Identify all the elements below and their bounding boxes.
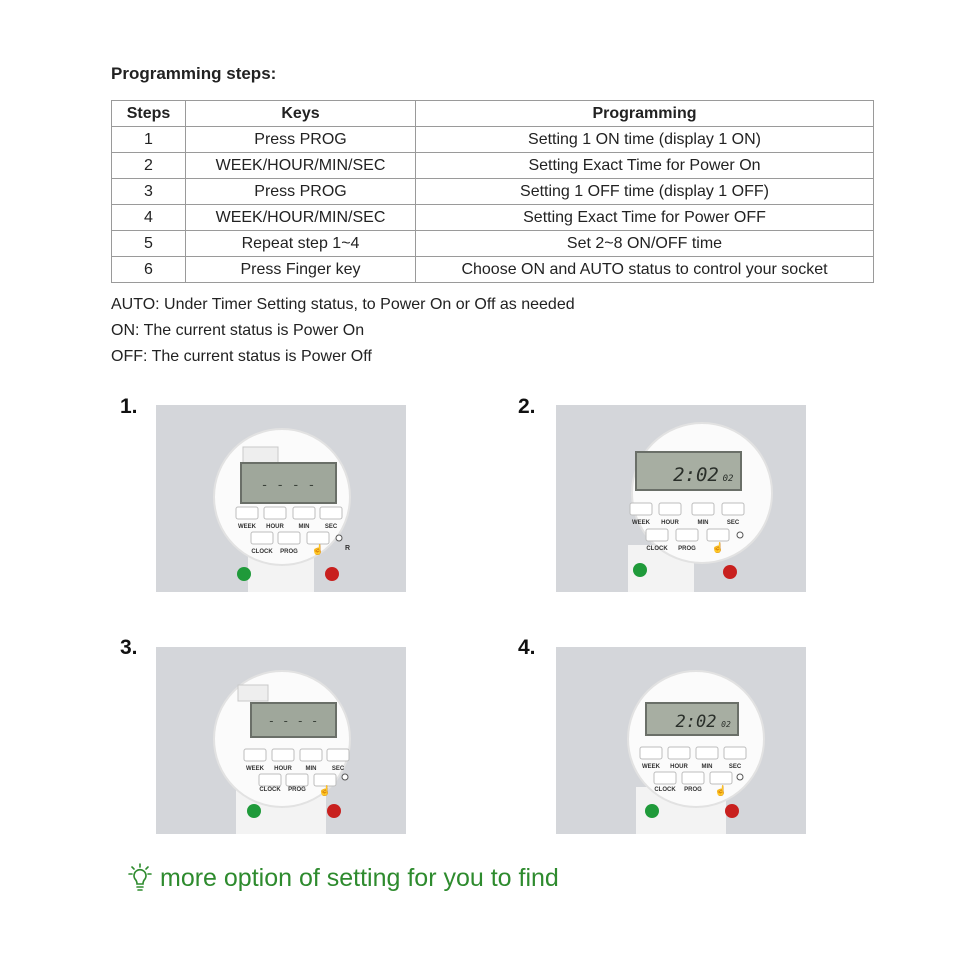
lcd-reading: 2:02 (673, 464, 719, 486)
status-notes (111, 292, 575, 370)
lcd-reading: 2:02 (675, 712, 717, 732)
keys-cell: Press Finger key (186, 257, 416, 283)
photo-3-label: 3. (120, 636, 138, 659)
header-steps: Steps (112, 101, 186, 127)
lightbulb-icon (124, 862, 156, 894)
keys-cell: Press PROG (186, 127, 416, 153)
svg-text:WEEK: WEEK (642, 764, 660, 770)
svg-text:R: R (345, 545, 351, 552)
programming-cell: Setting 1 ON time (display 1 ON) (416, 127, 874, 153)
svg-text:SEC: SEC (324, 524, 338, 530)
table-row (112, 205, 874, 231)
programming-steps-table (111, 100, 874, 283)
table-row (112, 231, 874, 257)
step-cell: 2 (112, 153, 186, 179)
step-cell: 3 (112, 179, 186, 205)
svg-text:HOUR: HOUR (670, 764, 688, 770)
svg-text:PROG: PROG (280, 549, 298, 555)
svg-text:SEC: SEC (726, 520, 740, 526)
photo-4-label: 4. (518, 636, 536, 659)
lcd-seconds: 02 (721, 720, 731, 729)
svg-text:CLOCK: CLOCK (646, 546, 668, 552)
svg-text:MIN: MIN (701, 764, 713, 770)
step-cell: 6 (112, 257, 186, 283)
svg-text:WEEK: WEEK (632, 520, 650, 526)
svg-text:HOUR: HOUR (661, 520, 679, 526)
svg-text:CLOCK: CLOCK (251, 549, 273, 555)
svg-text:☝: ☝ (311, 545, 325, 556)
photo-2-label: 2. (518, 395, 536, 418)
timer-photo-1 (156, 405, 406, 592)
table-header-row (112, 101, 874, 127)
svg-text:PROG: PROG (678, 546, 696, 552)
note-on: ON: The current status is Power On (111, 322, 365, 339)
svg-text:PROG: PROG (684, 787, 702, 793)
programming-cell: Setting Exact Time for Power OFF (416, 205, 874, 231)
step-cell: 4 (112, 205, 186, 231)
svg-text:PROG: PROG (288, 787, 306, 793)
programming-cell: Choose ON and AUTO status to control your socket (416, 257, 874, 283)
header-programming: Programming (416, 101, 874, 127)
svg-text:WEEK: WEEK (246, 766, 264, 772)
programming-cell: Setting Exact Time for Power On (416, 153, 874, 179)
lcd-seconds: 02 (722, 474, 734, 484)
programming-cell: Set 2~8 ON/OFF time (416, 231, 874, 257)
keys-cell: Repeat step 1~4 (186, 231, 416, 257)
keys-cell: WEEK/HOUR/MIN/SEC (186, 205, 416, 231)
lcd-reading: - - - - (260, 478, 316, 493)
svg-text:MIN: MIN (305, 766, 317, 772)
header-keys: Keys (186, 101, 416, 127)
timer-photo-3 (156, 647, 406, 834)
svg-text:MIN: MIN (697, 520, 709, 526)
footer-text: more option of setting for you to find (160, 863, 559, 892)
footer-tip (124, 862, 559, 894)
programming-cell: Setting 1 OFF time (display 1 OFF) (416, 179, 874, 205)
svg-text:☝: ☝ (318, 786, 332, 797)
timer-photo-2 (556, 405, 806, 592)
svg-text:WEEK: WEEK (238, 524, 256, 530)
timer-photo-4 (556, 647, 806, 834)
svg-text:CLOCK: CLOCK (654, 787, 676, 793)
table-row (112, 153, 874, 179)
table-row (112, 127, 874, 153)
photo-1-label: 1. (120, 395, 138, 418)
step-cell: 5 (112, 231, 186, 257)
svg-text:CLOCK: CLOCK (259, 787, 281, 793)
svg-text:HOUR: HOUR (274, 766, 292, 772)
svg-text:SEC: SEC (331, 766, 345, 772)
table-row (112, 257, 874, 283)
keys-cell: Press PROG (186, 179, 416, 205)
lcd-reading: - - - - (267, 714, 319, 728)
table-row (112, 179, 874, 205)
svg-text:SEC: SEC (728, 764, 742, 770)
keys-cell: WEEK/HOUR/MIN/SEC (186, 153, 416, 179)
svg-text:HOUR: HOUR (266, 524, 284, 530)
svg-text:☝: ☝ (711, 543, 725, 554)
svg-text:☝: ☝ (714, 786, 728, 797)
note-auto: AUTO: Under Timer Setting status, to Power On or Off as needed (111, 296, 575, 313)
note-off: OFF: The current status is Power Off (111, 348, 372, 365)
svg-text:MIN: MIN (298, 524, 310, 530)
step-cell: 1 (112, 127, 186, 153)
page-heading: Programming steps: (111, 64, 277, 83)
